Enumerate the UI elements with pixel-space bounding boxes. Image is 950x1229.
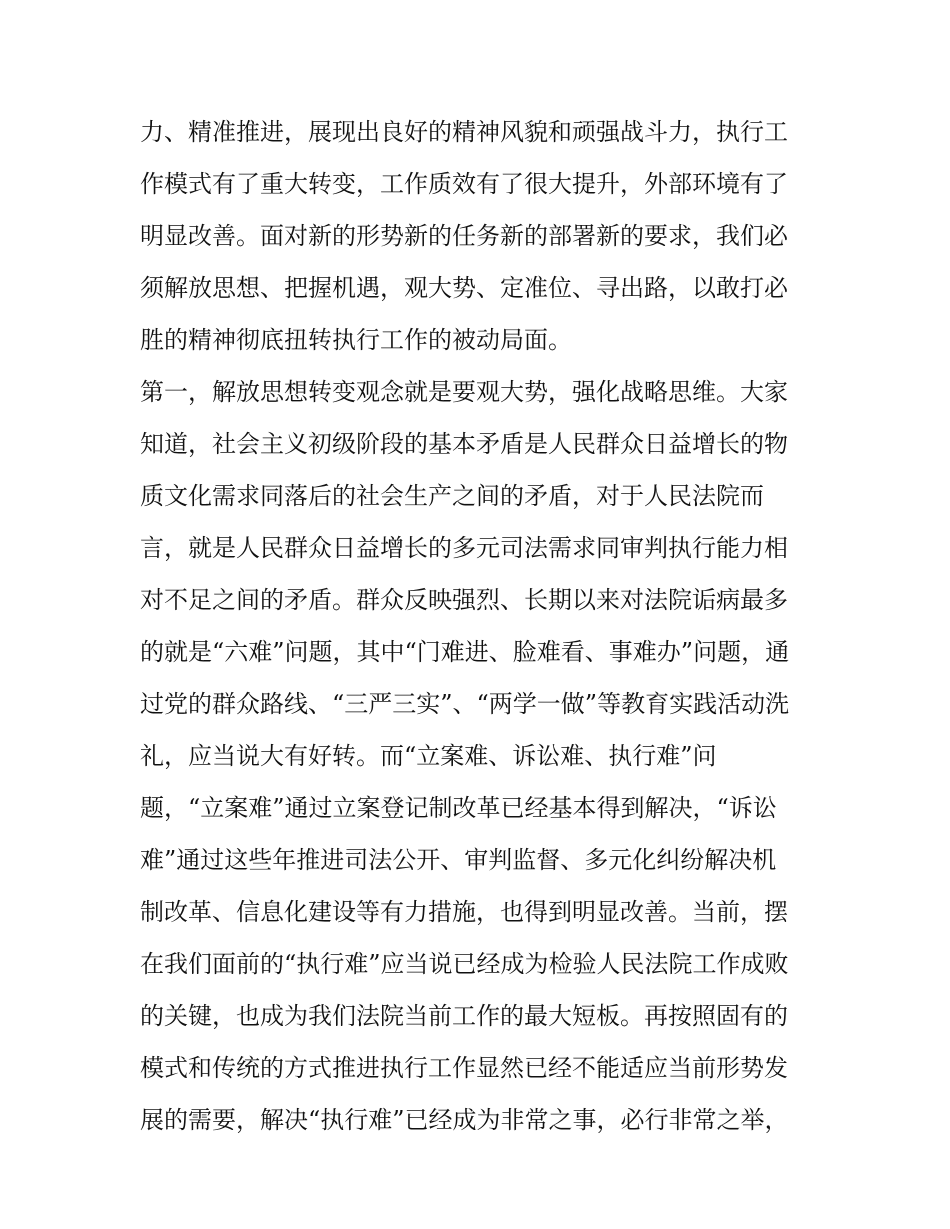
text-line: 质文化需求同落后的社会生产之间的矛盾，对于人民法院而 — [140, 482, 764, 510]
text-line: 第一，解放思想转变观念就是要观大势，强化战略思维。大家 — [140, 378, 788, 406]
text-line: 胜的精神彻底扭转执行工作的被动局面。 — [140, 326, 572, 354]
text-line: 在我们面前的“执行难”应当说已经成为检验人民法院工作成败 — [140, 950, 789, 978]
text-line: 明显改善。面对新的形势新的任务新的部署新的要求，我们必 — [140, 222, 788, 250]
text-line: 的就是“六难”问题，其中“门难进、脸难看、事难办”问题，通 — [140, 638, 790, 666]
text-line: 的关键，也成为我们法院当前工作的最大短板。再按照固有的 — [140, 1002, 788, 1030]
text-line: 作模式有了重大转变，工作质效有了很大提升，外部环境有了 — [140, 170, 788, 198]
text-line: 知道，社会主义初级阶段的基本矛盾是人民群众日益增长的物 — [140, 430, 788, 458]
text-line: 难”通过这些年推进司法公开、审判监督、多元化纠纷解决机 — [140, 846, 777, 874]
text-line: 言，就是人民群众日益增长的多元司法需求同审判执行能力相 — [140, 534, 788, 562]
text-line: 礼，应当说大有好转。而“立案难、诉讼难、执行难”问 — [140, 742, 717, 770]
text-line: 展的需要，解决“执行难”已经成为非常之事，必行非常之举， — [140, 1106, 789, 1134]
text-line: 须解放思想、把握机遇，观大势、定准位、寻出路，以敢打必 — [140, 274, 788, 302]
text-line: 对不足之间的矛盾。群众反映强烈、长期以来对法院诟病最多 — [140, 586, 788, 614]
text-line: 题，“立案难”通过立案登记制改革已经基本得到解决，“诉讼 — [140, 794, 777, 822]
text-line: 过党的群众路线、“三严三实”、“两学一做”等教育实践活动洗 — [140, 690, 790, 718]
text-line: 力、精准推进，展现出良好的精神风貌和顽强战斗力，执行工 — [140, 118, 788, 146]
text-line: 模式和传统的方式推进执行工作显然已经不能适应当前形势发 — [140, 1054, 788, 1082]
text-line: 制改革、信息化建设等有力措施，也得到明显改善。当前，摆 — [140, 898, 788, 926]
body-text — [140, 106, 820, 1146]
